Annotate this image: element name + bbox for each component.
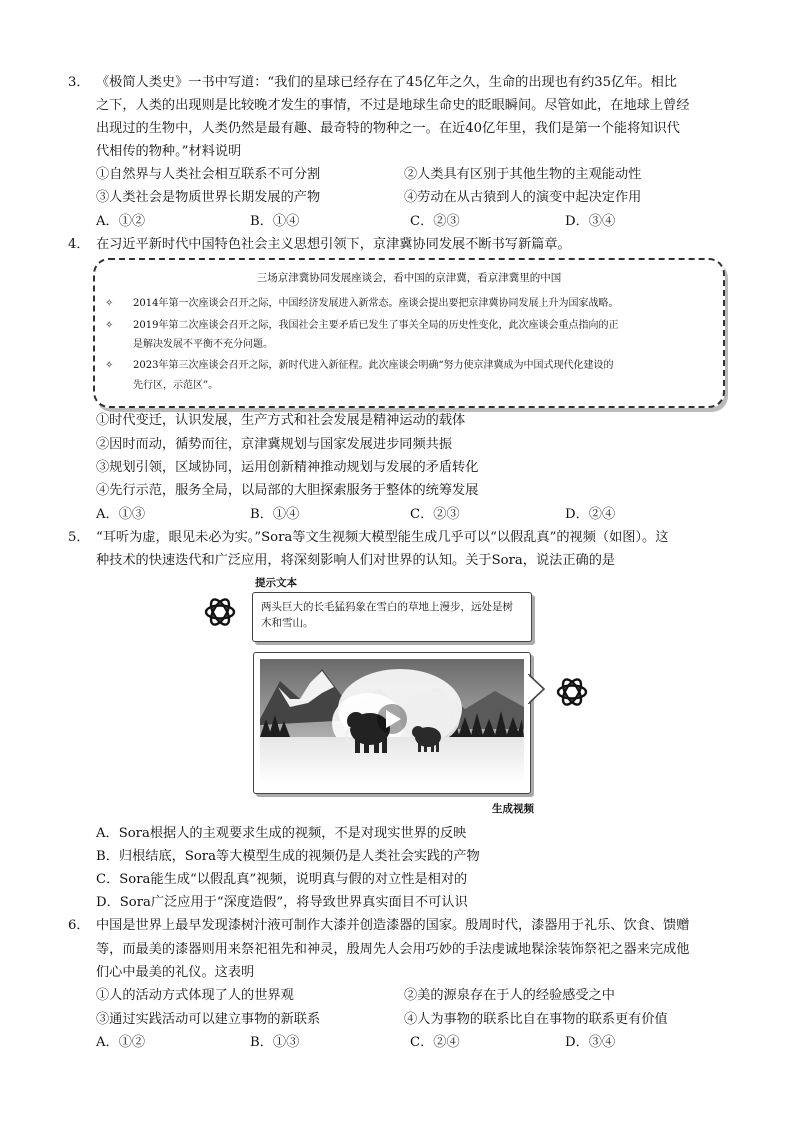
option-a[interactable]: A．Sora根据人的主观要求生成的视频，不是对现实世界的反映 xyxy=(96,826,467,841)
statement-4: ④先行示范，服务全局，以局部的大胆探索服务于整体的统筹发展 xyxy=(96,483,479,498)
question-stem-line: 《极简人类史》一书中写道：“我们的星球已经存在了45亿年之久，生命的出现也有约35亿年。相比 xyxy=(96,75,677,90)
option-d[interactable]: D．②④ xyxy=(565,507,616,522)
bullet-icon: ✧ xyxy=(105,360,114,371)
material-line: 2019年第二次座谈会召开之际，我国社会主要矛盾已发生了事关全局的历史性变化，此次座谈会重点指向的正 xyxy=(133,320,619,331)
sora-figure xyxy=(200,575,540,815)
option-c[interactable]: C．②④ xyxy=(410,1035,460,1050)
option-b[interactable]: B．①③ xyxy=(250,1035,300,1050)
statement-3: ③人类社会是物质世界长期发展的产物 xyxy=(96,190,321,205)
option-b[interactable]: B．①④ xyxy=(250,214,300,229)
openai-logo-icon xyxy=(202,594,238,630)
option-b[interactable]: B．①④ xyxy=(250,507,300,522)
option-d[interactable]: D．Sora广泛应用于“深度造假”，将导致世界真实面目不可认识 xyxy=(96,895,468,910)
statement-1: ①人的活动方式体现了人的世界观 xyxy=(96,988,294,1003)
statement-4: ④人为事物的联系比自在事物的联系更有价值 xyxy=(404,1012,668,1027)
mammoth-video-frame xyxy=(260,659,524,785)
statement-2: ②因时而动，循势而往，京津冀规划与国家发展进步同频共振 xyxy=(96,437,453,452)
option-b[interactable]: B．归根结底，Sora等大模型生成的视频仍是人类社会实践的产物 xyxy=(96,849,480,864)
question-stem-line: 们心中最美的礼仪。这表明 xyxy=(96,965,255,980)
material-line: 2014年第一次座谈会召开之际，中国经济发展进入新常态。座谈会提出要把京津冀协同发展上升为国家战略。 xyxy=(133,298,619,309)
prompt-text: 两头巨大的长毛猛犸象在雪白的草地上漫步，远处是树木和雪山。 xyxy=(261,601,513,629)
material-line: 先行区，示范区”。 xyxy=(133,380,219,391)
video-box xyxy=(253,652,531,794)
question-stem-line: 中国是世界上最早发现漆树汁液可制作大漆并创造漆器的国家。殷周时代，漆器用于礼乐、饮食、馈赠 xyxy=(96,918,690,933)
option-a[interactable]: A．①② xyxy=(96,1035,146,1050)
option-a[interactable]: A．①② xyxy=(96,214,146,229)
option-c[interactable]: C．②③ xyxy=(410,214,460,229)
question-stem-line: 在习近平新时代中国特色社会主义思想引领下，京津冀协同发展不断书写新篇章。 xyxy=(96,237,571,252)
openai-logo-icon xyxy=(554,674,590,710)
callout-pointer xyxy=(528,674,546,704)
material-box xyxy=(93,258,725,408)
statement-1: ①时代变迁，认识发展，生产方式和社会发展是精神运动的载体 xyxy=(96,413,466,428)
statement-3: ③通过实践活动可以建立事物的新联系 xyxy=(96,1012,321,1027)
question-stem-line: 之下，人类的出现则是比较晚才发生的事情，不过是地球生命史的眨眼瞬间。尽管如此，在地球上曾经 xyxy=(96,98,690,113)
statement-2: ②美的源泉存在于人的经验感受之中 xyxy=(404,988,615,1003)
prompt-box xyxy=(252,592,532,642)
statement-2: ②人类具有区别于其他生物的主观能动性 xyxy=(404,167,642,182)
question-stem-line: 等，而最美的漆器则用来祭祀祖先和神灵，殷周先人会用巧妙的手法虔诚地髹涂装饰祭祀之器来完成他 xyxy=(96,942,690,957)
option-c[interactable]: C．②③ xyxy=(410,507,460,522)
option-d[interactable]: D．③④ xyxy=(565,214,616,229)
question-number: 6． xyxy=(68,918,90,933)
material-line: 是解决发展不平衡不充分问题。 xyxy=(133,339,273,350)
statement-4: ④劳动在从古猿到人的演变中起决定作用 xyxy=(404,190,642,205)
option-d[interactable]: D．③④ xyxy=(565,1035,616,1050)
question-number: 3． xyxy=(68,75,90,90)
statement-1: ①自然界与人类社会相互联系不可分割 xyxy=(96,167,321,182)
bullet-icon: ✧ xyxy=(105,320,114,331)
question-number: 5． xyxy=(68,530,90,545)
question-stem-line: “耳听为虚，眼见未必为实。”Sora等文生视频大模型能生成几乎可以“以假乱真”的视频（如图）。这 xyxy=(96,530,669,545)
material-box-title: 三场京津冀协同发展座谈会，看中国的京津冀，看京津冀里的中国 xyxy=(256,272,562,284)
question-stem-line: 种技术的快速迭代和广泛应用，将深刻影响人们对世界的认知。关于Sora，说法正确的是 xyxy=(96,553,616,568)
prompt-label: 提示文本 xyxy=(255,577,297,589)
option-c[interactable]: C．Sora能生成“以假乱真”视频，说明真与假的对立性是相对的 xyxy=(96,872,468,887)
video-label: 生成视频 xyxy=(492,803,534,815)
question-stem-line: 出现过的生物中，人类仍然是最有趣、最奇特的物种之一。在近40亿年里，我们是第一个能将知识代 xyxy=(96,121,680,136)
material-line: 2023年第三次座谈会召开之际，新时代进入新征程。此次座谈会明确“努力使京津冀成为中国式现代化建设的 xyxy=(133,360,614,371)
question-stem-line: 代相传的物种。”材料说明 xyxy=(96,144,242,159)
bullet-icon: ✧ xyxy=(105,298,114,309)
option-a[interactable]: A．①③ xyxy=(96,507,146,522)
question-number: 4． xyxy=(68,237,90,252)
statement-3: ③规划引领，区域协同，运用创新精神推动规划与发展的矛盾转化 xyxy=(96,460,479,475)
